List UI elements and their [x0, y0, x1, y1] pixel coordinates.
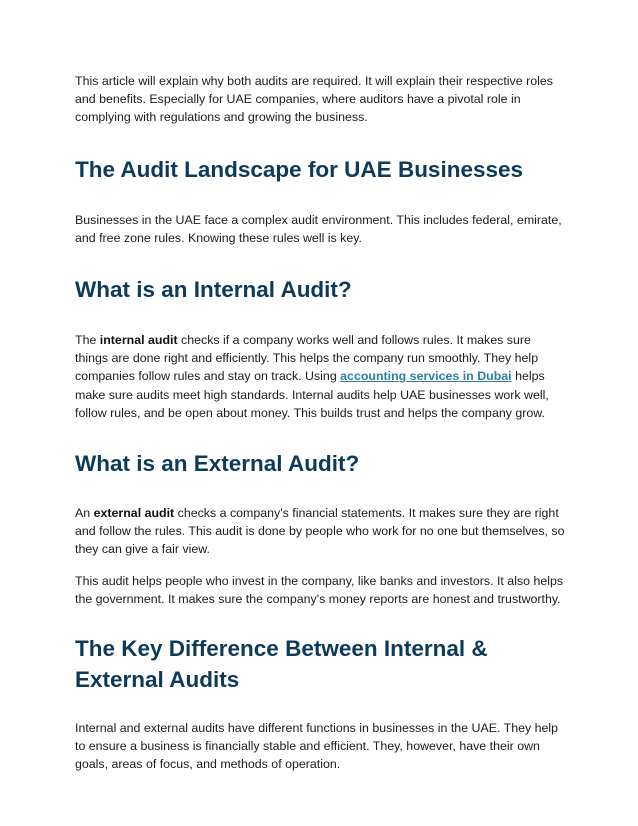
intro-paragraph: This article will explain why both audits are required. It will explain their respective roles and benefits. Especially for UAE companies, where auditors have a pivotal role in complying with regulations and growing the business.	[75, 74, 553, 125]
internal-audit-paragraph	[75, 331, 565, 422]
internal-text-after: helps make sure audits meet high standards. Internal audits help UAE businesses work well, follow rules, and be open about money. This builds trust and helps the company grow.	[75, 369, 549, 420]
external-text-before: An	[75, 506, 94, 521]
heading-external-audit: What is an External Audit?	[75, 451, 360, 477]
external-audit-bold: external audit	[93, 506, 175, 521]
landscape-paragraph: Businesses in the UAE face a complex audit environment. This includes federal, emirate, and free zone rules. Knowing these rules well is key.	[75, 212, 562, 245]
external-audit-paragraph-2: This audit helps people who invest in the company, like banks and investors. It also helps the government. It makes sure the company's money reports are honest and trustworthy.	[75, 573, 564, 606]
internal-audit-bold: internal audit	[99, 333, 178, 348]
document-page	[75, 72, 565, 774]
difference-paragraph: Internal and external audits have different functions in businesses in the UAE. They help to ensure a business is financially stable and efficient. They, however, have their own goals, areas of focus, and methods of operation.	[75, 721, 559, 772]
external-audit-paragraph-1	[75, 504, 565, 559]
internal-text-before: The	[75, 333, 100, 348]
accounting-services-link[interactable]: accounting services in Dubai	[340, 369, 512, 384]
heading-audit-landscape: The Audit Landscape for UAE Businesses	[75, 156, 524, 182]
external-text-after: checks a company's financial statements. It makes sure they are right and follow the rules. This audit is done by people who work for no one but themselves, so they can give a fair view.	[75, 506, 565, 557]
internal-text-mid: checks if a company works well and follows rules. It makes sure things are done right and efficiently. This helps the company run smoothly. They help companies follow rules and stay on track. Using	[75, 333, 539, 384]
heading-internal-audit: What is an Internal Audit?	[75, 277, 352, 303]
heading-key-difference: The Key Difference Between Internal & External Audits	[75, 636, 488, 693]
